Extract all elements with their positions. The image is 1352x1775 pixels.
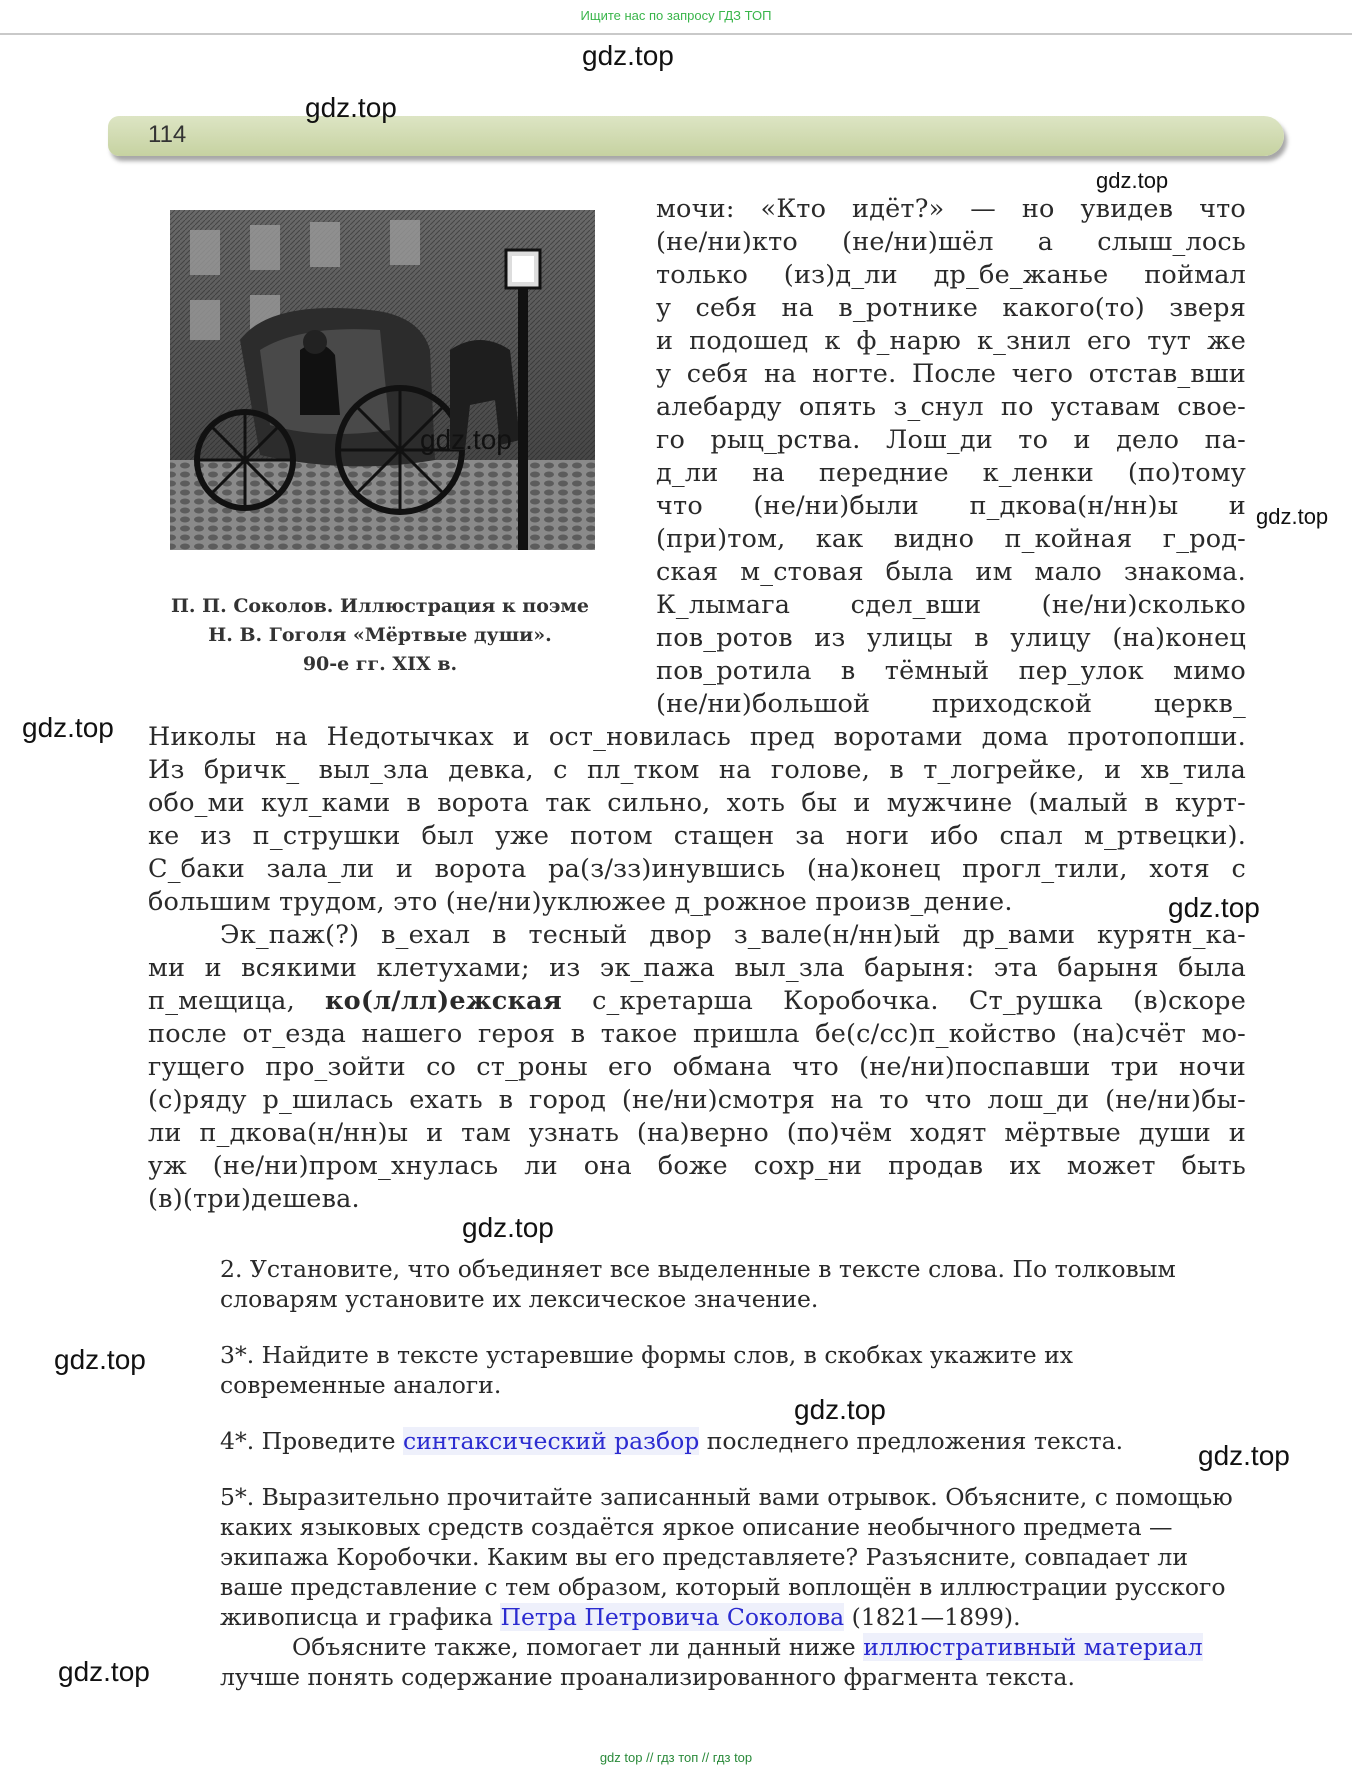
watermark: gdz.top [1168,892,1260,923]
text-line: Николы на Недотычках и ост_новилась пред воротами дома протопопши. [148,722,1246,752]
text-line: Эк_паж(?) в_ехал в тесный двор з_вале(н/нн)ый др_вами курятн_ка- [220,920,1246,950]
text-line: пов_ротов из улицы в улицу (на)конец [656,623,1246,653]
task-text: 2. Установите, что объединяет все выделенные в тексте слова. По толковым словарям установите их лексическое значение. [220,1255,1176,1313]
page-header-bar [108,116,1284,156]
text-line: пов_ротила в тёмный пер_улок мимо [656,656,1246,686]
text-line: у себя на в_ротнике какого(то) зверя [656,293,1246,323]
watermark: gdz.top [1198,1440,1290,1471]
watermark: gdz.top [794,1394,886,1425]
text-span: Объясните также, помогает ли данный ниже [292,1633,864,1661]
highlighted-word: ко(л/лл)ежская [325,986,562,1016]
text-line: у себя на ногте. После чего отстав_вши [656,359,1246,389]
text-line: мочи: «Кто идёт?» — но увидев что [656,194,1246,224]
text-line: обо_ми кул_ками в ворота так сильно, хоть бы и мужчине (малый в курт- [148,788,1246,818]
carriage-illustration [150,200,608,570]
text-line: ми и всякими клетухами; из эк_пажа выл_зла барыня: эта барыня была [148,953,1246,983]
text-line: го рыц_рства. Лош_ди то и дело па- [656,425,1246,455]
syntax-analysis-link[interactable]: синтаксический разбор [402,1427,700,1455]
text-line: С_баки зала_ли и ворота ра(з/зз)инувшись (на)конец прогл_тили, хотя с [148,854,1246,884]
text-line: (не/ни)кто (не/ни)шёл а слыш_лось [656,227,1246,257]
text-line: только (из)д_ли др_бе_жанье поймал [656,260,1246,290]
top-banner: Ищите нас по запросу ГДЗ ТОП [580,8,772,23]
text-span: с_кретарша Коробочка. Ст_рушка (в)скоре [561,986,1246,1016]
text-line: д_ли на передние к_ленки (по)тому [656,458,1246,488]
text-line: ли п_дкова(н/нн)ы и там узнать (на)верно (по)чём ходят мёртвые души и [148,1118,1246,1148]
text-span: 5*. Выразительно прочитайте записанный вами отрывок. Объясните, с помощью каких языковых средств создаётся яркое описание необычного предмета — экипажа Коробочки. Каким вы его представляете? Разъясните, совпадает ли ваше представление с тем образом, который воплощён в иллюстрации русского живописца и графика [220,1483,1233,1631]
task-3 [220,1340,1246,1400]
text-span: последнего предложения текста. [699,1427,1124,1455]
text-span: 4*. Проведите [220,1427,403,1455]
sokolov-link[interactable]: Петра Петровича Соколова [500,1603,845,1631]
text-line [148,985,1246,1018]
task-text [220,1482,1246,1632]
page-number: 114 [148,121,187,148]
caption-line: 90-е гг. XIX в. [302,653,458,675]
text-line: уж (не/ни)пром_хнулась ли она боже сохр_ни продав их может быть [148,1151,1246,1181]
task-text [220,1426,1246,1456]
text-line: после от_езда нашего героя в такое пришла бе(с/сс)п_койство (на)счёт мо- [148,1019,1246,1049]
caption-line: П. П. Соколов. Иллюстрация к поэме [170,595,590,617]
text-line: и подошед к ф_нарю к_знил его тут же [656,326,1246,356]
watermark: gdz.top [1256,504,1329,529]
text-line: (с)ряду р_шилась ехать в город (не/ни)смотря на то что лош_ди (не/ни)бы- [148,1085,1246,1115]
watermark: gdz.top [1096,168,1169,193]
watermark: gdz.top [582,40,674,71]
watermark: gdz.top [54,1344,146,1375]
text-line: ке из п_струшки был уже потом стащен за ноги ибо спал м_ртвецки). [148,821,1246,851]
text-line: (при)том, как видно п_койная г_род- [656,524,1246,554]
text-span: (1821—1899). [844,1603,1021,1631]
text-line: (не/ни)большой приходской церкв_ [656,689,1246,719]
illustrative-material-link[interactable]: иллюстративный материал [863,1633,1203,1661]
watermark: gdz.top [420,424,512,455]
watermark: gdz.top [22,712,114,743]
watermark: gdz.top [305,92,397,123]
text-line: ская м_стовая была им мало знакома. [656,557,1246,587]
illustration-caption [140,592,620,679]
caption-line: Н. В. Гоголя «Мёртвые души». [208,624,552,646]
text-line: большим трудом, это (не/ни)уклюжее д_рожное произв_дение. [148,887,1013,917]
footer-links[interactable]: gdz top // гдз топ // гдз top [599,1750,753,1765]
task-5 [220,1482,1246,1692]
task-2 [220,1254,1246,1314]
task-4 [220,1426,1246,1456]
text-line: алебарду опять з_снул по уставам свое- [656,392,1246,422]
text-span: лучше понять содержание проанализированного фрагмента текста. [220,1663,1075,1691]
top-divider [0,33,1352,35]
task-text: 3*. Найдите в тексте устаревшие формы слов, в скобках укажите их современные аналоги. [220,1341,1074,1399]
watermark: gdz.top [58,1656,150,1687]
text-span: п_мещица, [148,986,326,1016]
task-text [220,1632,1246,1692]
watermark: gdz.top [462,1212,554,1243]
text-line: К_лымага сдел_вши (не/ни)сколько [656,590,1246,620]
text-line: что (не/ни)были п_дкова(н/нн)ы и [656,491,1246,521]
text-line: (в)(три)дешева. [148,1184,360,1214]
text-line: Из бричк_ выл_зла девка, с пл_тком на голове, в т_логрейке, и хв_тила [148,755,1246,785]
text-line: гущего про_зойти со ст_роны его обмана что (не/ни)поспавши три ночи [148,1052,1246,1082]
